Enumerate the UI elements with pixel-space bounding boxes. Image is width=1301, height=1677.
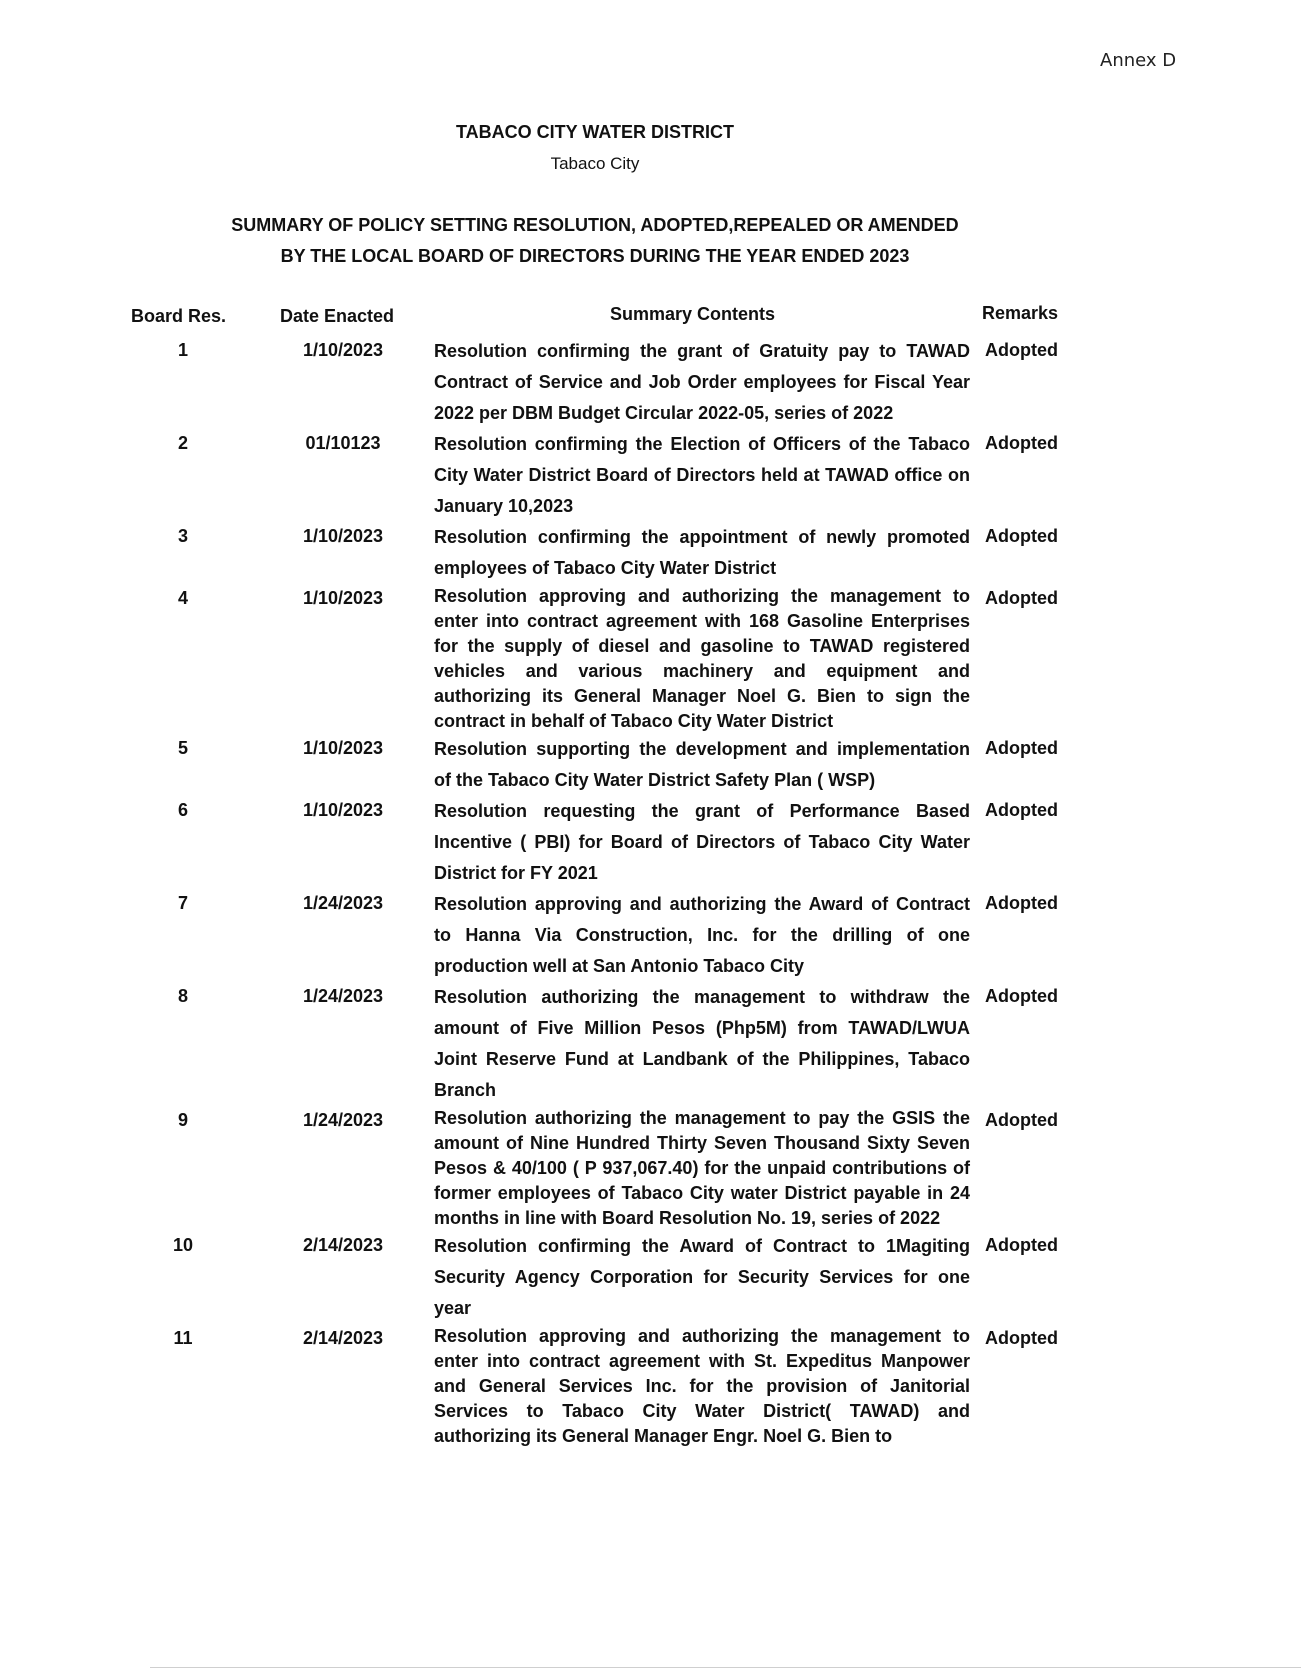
table-row — [0, 734, 1301, 796]
table-row — [0, 1231, 1301, 1324]
board-res-number: 11 — [173, 1328, 193, 1348]
annex-label: Annex D — [1100, 50, 1177, 71]
summary-contents: Resolution authorizing the management to pay the GSIS the amount of Nine Hundred Thirty Seven Thousand Sixty Seven Pesos & 40/100 ( P 937,067.40) for the unpaid contributions of former employees of Tabaco City water District payable in 24 months in line with Board Resolution No. 19, series of 2022 — [434, 1108, 970, 1228]
header-summary-contents: Summary Contents — [610, 304, 776, 324]
remark: Adopted — [985, 1328, 1058, 1348]
header-board-res: Board Res. — [131, 306, 227, 326]
board-res-number: 5 — [177, 738, 188, 758]
table-row — [0, 796, 1301, 889]
summary-contents: Resolution approving and authorizing the management to enter into contract agreement with St. Expeditus Manpower and General Services Inc. for the provision of Janitorial Services to Tabaco City Water District( TAWAD) and authorizing its General Manager Engr. Noel G. Bien to — [434, 1326, 970, 1446]
table-row — [0, 429, 1301, 522]
summary-contents: Resolution confirming the Award of Contract to 1Magiting Security Agency Corporation for Security Services for one year — [434, 1236, 970, 1318]
board-res-number: 9 — [177, 1110, 188, 1130]
table-row — [0, 889, 1301, 982]
remark: Adopted — [985, 433, 1058, 453]
board-res-number: 7 — [177, 893, 188, 913]
table-row — [0, 982, 1301, 1106]
summary-contents: Resolution confirming the appointment of newly promoted employees of Tabaco City Water District — [434, 527, 970, 578]
title-line-2: BY THE LOCAL BOARD OF DIRECTORS DURING THE YEAR ENDED 2023 — [280, 246, 910, 266]
board-res-number: 6 — [177, 800, 188, 820]
date-enacted: 1/10/2023 — [302, 800, 384, 820]
date-enacted: 1/10/2023 — [302, 340, 384, 360]
remark: Adopted — [985, 738, 1058, 758]
board-res-number: 2 — [177, 433, 188, 453]
table-row — [0, 584, 1301, 734]
remark: Adopted — [985, 526, 1058, 546]
date-enacted: 2/14/2023 — [302, 1328, 384, 1348]
table-row — [0, 1106, 1301, 1231]
summary-contents: Resolution authorizing the management to withdraw the amount of Five Million Pesos (Php5M) from TAWAD/LWUA Joint Reserve Fund at Landbank of the Philippines, Tabaco Branch — [434, 987, 970, 1100]
table-row — [0, 522, 1301, 584]
remark: Adopted — [985, 986, 1058, 1006]
board-res-number: 3 — [177, 526, 188, 546]
remark: Adopted — [985, 1235, 1058, 1255]
date-enacted: 1/24/2023 — [302, 986, 384, 1006]
remark: Adopted — [985, 588, 1058, 608]
board-res-number: 4 — [177, 588, 188, 608]
summary-contents: Resolution supporting the development and implementation of the Tabaco City Water District Safety Plan ( WSP) — [434, 739, 970, 790]
organization-name: TABACO CITY WATER DISTRICT — [456, 122, 734, 142]
resolutions-table — [0, 336, 1301, 1449]
remark: Adopted — [985, 893, 1058, 913]
summary-contents: Resolution requesting the grant of Performance Based Incentive ( PBI) for Board of Directors of Tabaco City Water District for FY 2021 — [434, 801, 970, 883]
title-line-1: SUMMARY OF POLICY SETTING RESOLUTION, ADOPTED,REPEALED OR AMENDED — [231, 215, 959, 235]
date-enacted: 1/24/2023 — [302, 1110, 384, 1130]
date-enacted: 1/24/2023 — [302, 893, 384, 913]
remark: Adopted — [985, 340, 1058, 360]
summary-contents: Resolution confirming the grant of Gratuity pay to TAWAD Contract of Service and Job Order employees for Fiscal Year 2022 per DBM Budget Circular 2022-05, series of 2022 — [434, 341, 970, 423]
summary-contents: Resolution confirming the Election of Officers of the Tabaco City Water District Board of Directors held at TAWAD office on January 10,2023 — [434, 434, 970, 516]
date-enacted: 1/10/2023 — [302, 526, 384, 546]
scan-edge-divider — [150, 1667, 1301, 1668]
header-date-enacted: Date Enacted — [280, 306, 395, 326]
summary-contents: Resolution approving and authorizing the management to enter into contract agreement with 168 Gasoline Enterprises for the supply of diesel and gasoline to TAWAD registered vehicles and various machinery and equipment and authorizing its General Manager Noel G. Bien to sign the contract in behalf of Tabaco City Water District — [434, 586, 970, 731]
board-res-number: 1 — [177, 340, 188, 360]
table-row — [0, 336, 1301, 429]
date-enacted: 2/14/2023 — [302, 1235, 384, 1255]
remark: Adopted — [985, 800, 1058, 820]
document-title — [140, 210, 1050, 272]
date-enacted: 1/10/2023 — [302, 588, 384, 608]
table-row — [0, 1324, 1301, 1449]
remark: Adopted — [985, 1110, 1058, 1130]
board-res-number: 8 — [177, 986, 188, 1006]
date-enacted: 01/10123 — [305, 433, 381, 453]
organization-city: Tabaco City — [550, 154, 640, 173]
summary-contents: Resolution approving and authorizing the Award of Contract to Hanna Via Construction, Inc. for the drilling of one production well at San Antonio Tabaco City — [434, 894, 970, 976]
date-enacted: 1/10/2023 — [302, 738, 384, 758]
header-remarks: Remarks — [982, 303, 1059, 323]
board-res-number: 10 — [172, 1235, 194, 1255]
